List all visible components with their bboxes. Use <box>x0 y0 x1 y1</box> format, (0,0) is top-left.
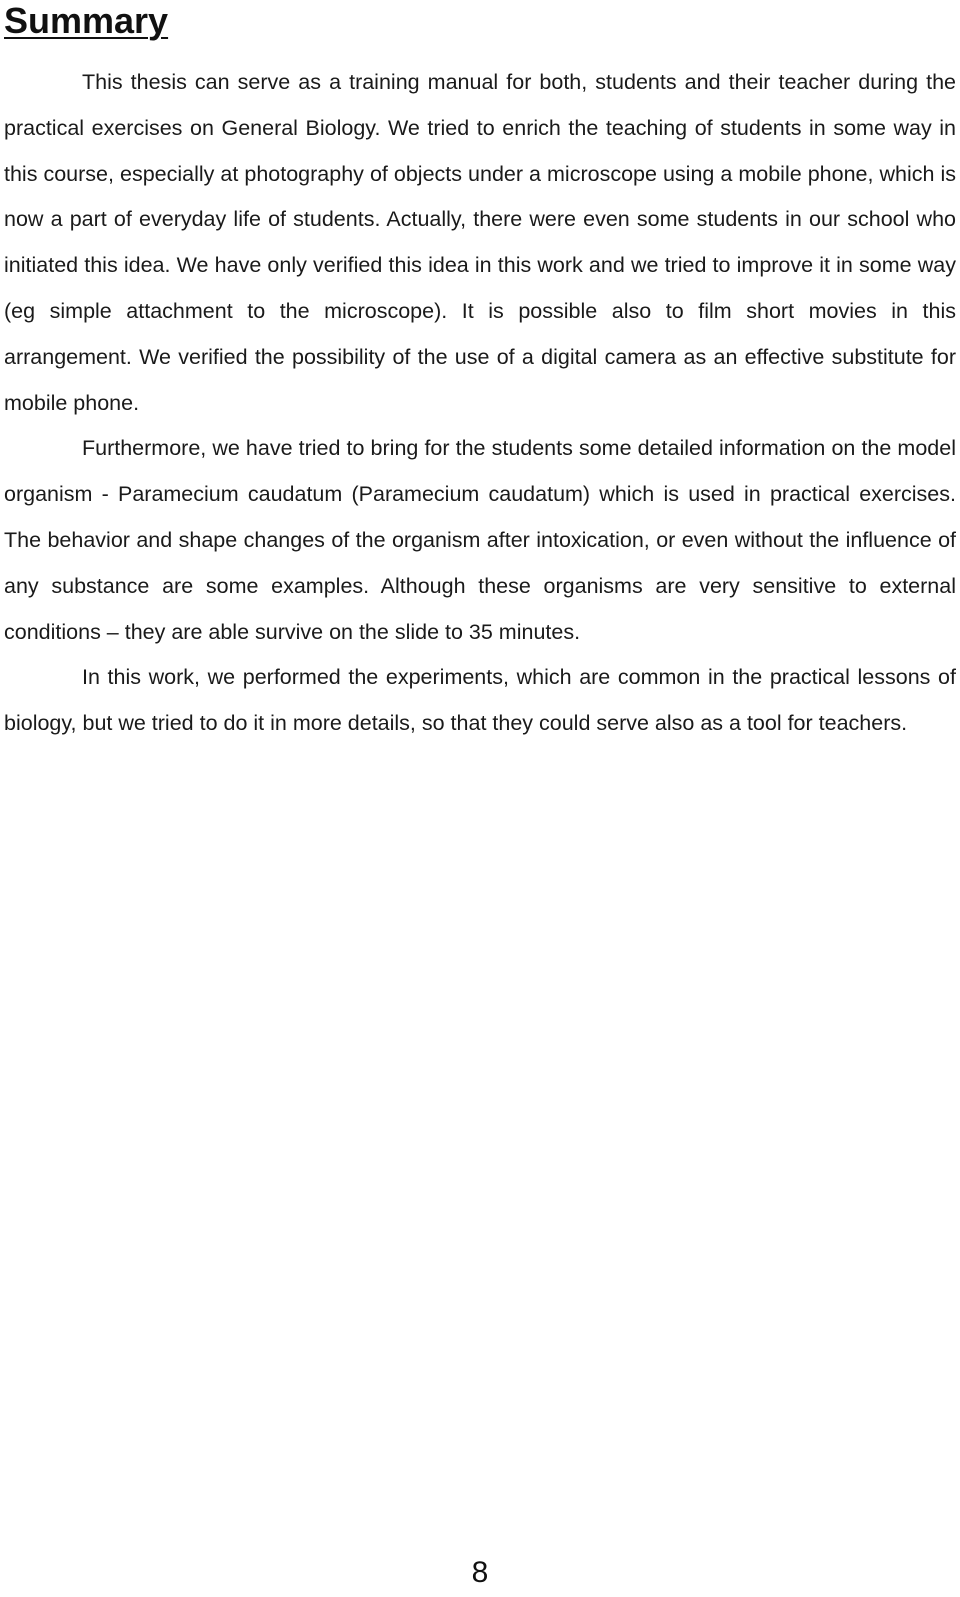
document-page <box>4 0 956 747</box>
paragraph-2: Furthermore, we have tried to bring for the students some detailed information on the model organism - Paramecium caudatum (Paramecium caudatum) which is used in practical exercises. The behavior and shape changes of the organism after intoxication, or even without the influence of any substance are some examples. Although these organisms are very sensitive to external conditions – they are able survive on the slide to 35 minutes. <box>4 436 956 644</box>
paragraph-3: In this work, we performed the experiments, which are common in the practical lessons of biology, but we tried to do it in more details, so that they could serve also as a tool for teachers. <box>4 665 956 736</box>
summary-body <box>4 60 956 747</box>
page-number: 8 <box>471 1556 489 1589</box>
section-heading: Summary <box>4 0 169 41</box>
paragraph-1: This thesis can serve as a training manual for both, students and their teacher during the practical exercises on General Biology. We tried to enrich the teaching of students in some way in this course, especially at photography of objects under a microscope using a mobile phone, which is now a part of everyday life of students. Actually, there were even some students in our school who initiated this idea. We have only verified this idea in this work and we tried to improve it in some way (eg simple attachment to the microscope). It is possible also to film short movies in this arrangement. We verified the possibility of the use of a digital camera as an effective substitute for mobile phone. <box>4 70 956 415</box>
